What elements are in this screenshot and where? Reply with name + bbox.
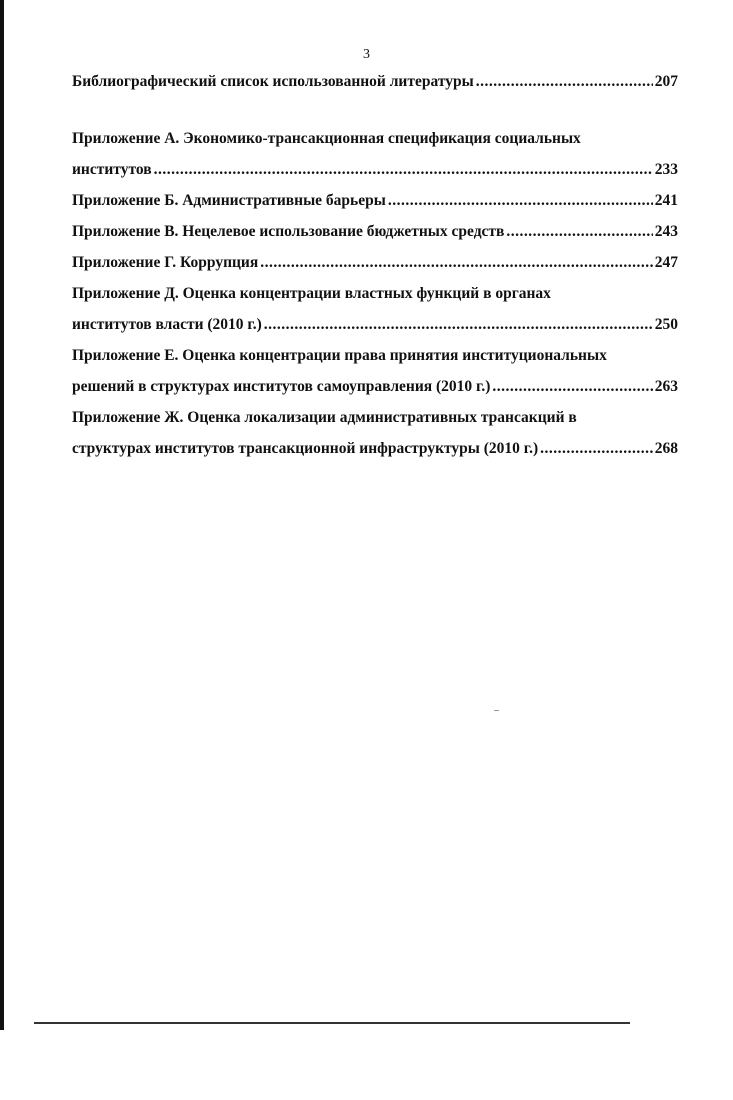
toc-entry-title: Приложение Д. Оценка концентрации властных функций в органах: [72, 285, 551, 302]
toc-leader-dots: [264, 316, 653, 334]
toc-entry-bibliography[interactable]: [72, 73, 678, 104]
toc-leader-dots: [506, 223, 652, 241]
toc-entry-appendix-e-line2[interactable]: [72, 378, 678, 409]
toc-page-number: 207: [654, 73, 678, 90]
toc-entry-appendix-d-line2[interactable]: [72, 316, 678, 347]
toc-leader-dots: [388, 192, 653, 210]
toc-page-number: 263: [654, 378, 678, 395]
toc-entry-title: Приложение Ж. Оценка локализации административных трансакций в: [72, 409, 577, 426]
toc-leader-dots: [154, 161, 653, 179]
toc-page-number: 247: [654, 254, 678, 271]
toc-gap: [72, 104, 678, 130]
toc-entry-title: Библиографический список использованной литературы: [72, 73, 474, 90]
toc-entry-appendix-e-line1[interactable]: [72, 347, 678, 378]
toc-entry-title: Приложение Е. Оценка концентрации права принятия институциональных: [72, 347, 607, 364]
toc-entry-appendix-d-line1[interactable]: [72, 285, 678, 316]
toc-leader-dots: [476, 73, 653, 91]
toc-entry-title-cont: решений в структурах институтов самоуправления (2010 г.): [72, 378, 491, 395]
toc-entry-appendix-g[interactable]: [72, 254, 678, 285]
toc-entry-appendix-zh-line1[interactable]: [72, 409, 678, 440]
toc-entry-appendix-a-line1[interactable]: [72, 130, 678, 161]
toc-entry-appendix-zh-line2[interactable]: [72, 440, 678, 471]
table-of-contents: [72, 73, 678, 471]
toc-entry-title-cont: институтов власти (2010 г.): [72, 316, 262, 333]
bottom-rule: [34, 1022, 630, 1024]
toc-leader-dots: [260, 254, 653, 272]
toc-entry-appendix-a-line2[interactable]: [72, 161, 678, 192]
toc-entry-title: Приложение Б. Административные барьеры: [72, 192, 386, 209]
toc-entry-appendix-v[interactable]: [72, 223, 678, 254]
toc-entry-title-cont: институтов: [72, 161, 152, 178]
toc-entry-title: Приложение А. Экономико-трансакционная спецификация социальных: [72, 130, 581, 147]
toc-page-number: 268: [654, 440, 678, 457]
toc-page-number: 241: [654, 192, 678, 209]
toc-entry-appendix-b[interactable]: [72, 192, 678, 223]
toc-entry-title: Приложение Г. Коррупция: [72, 254, 259, 271]
toc-leader-dots: [540, 440, 653, 458]
scan-speck: [494, 710, 499, 711]
scan-left-edge: [0, 0, 4, 1030]
toc-page-number: 250: [654, 316, 678, 333]
toc-leader-dots: [492, 378, 652, 396]
toc-page-number: 233: [654, 161, 678, 178]
toc-page-number: 243: [654, 223, 678, 240]
toc-entry-title-cont: структурах институтов трансакционной инфраструктуры (2010 г.): [72, 440, 539, 457]
toc-entry-title: Приложение В. Нецелевое использование бюджетных средств: [72, 223, 505, 240]
page-number: 3: [363, 47, 370, 62]
